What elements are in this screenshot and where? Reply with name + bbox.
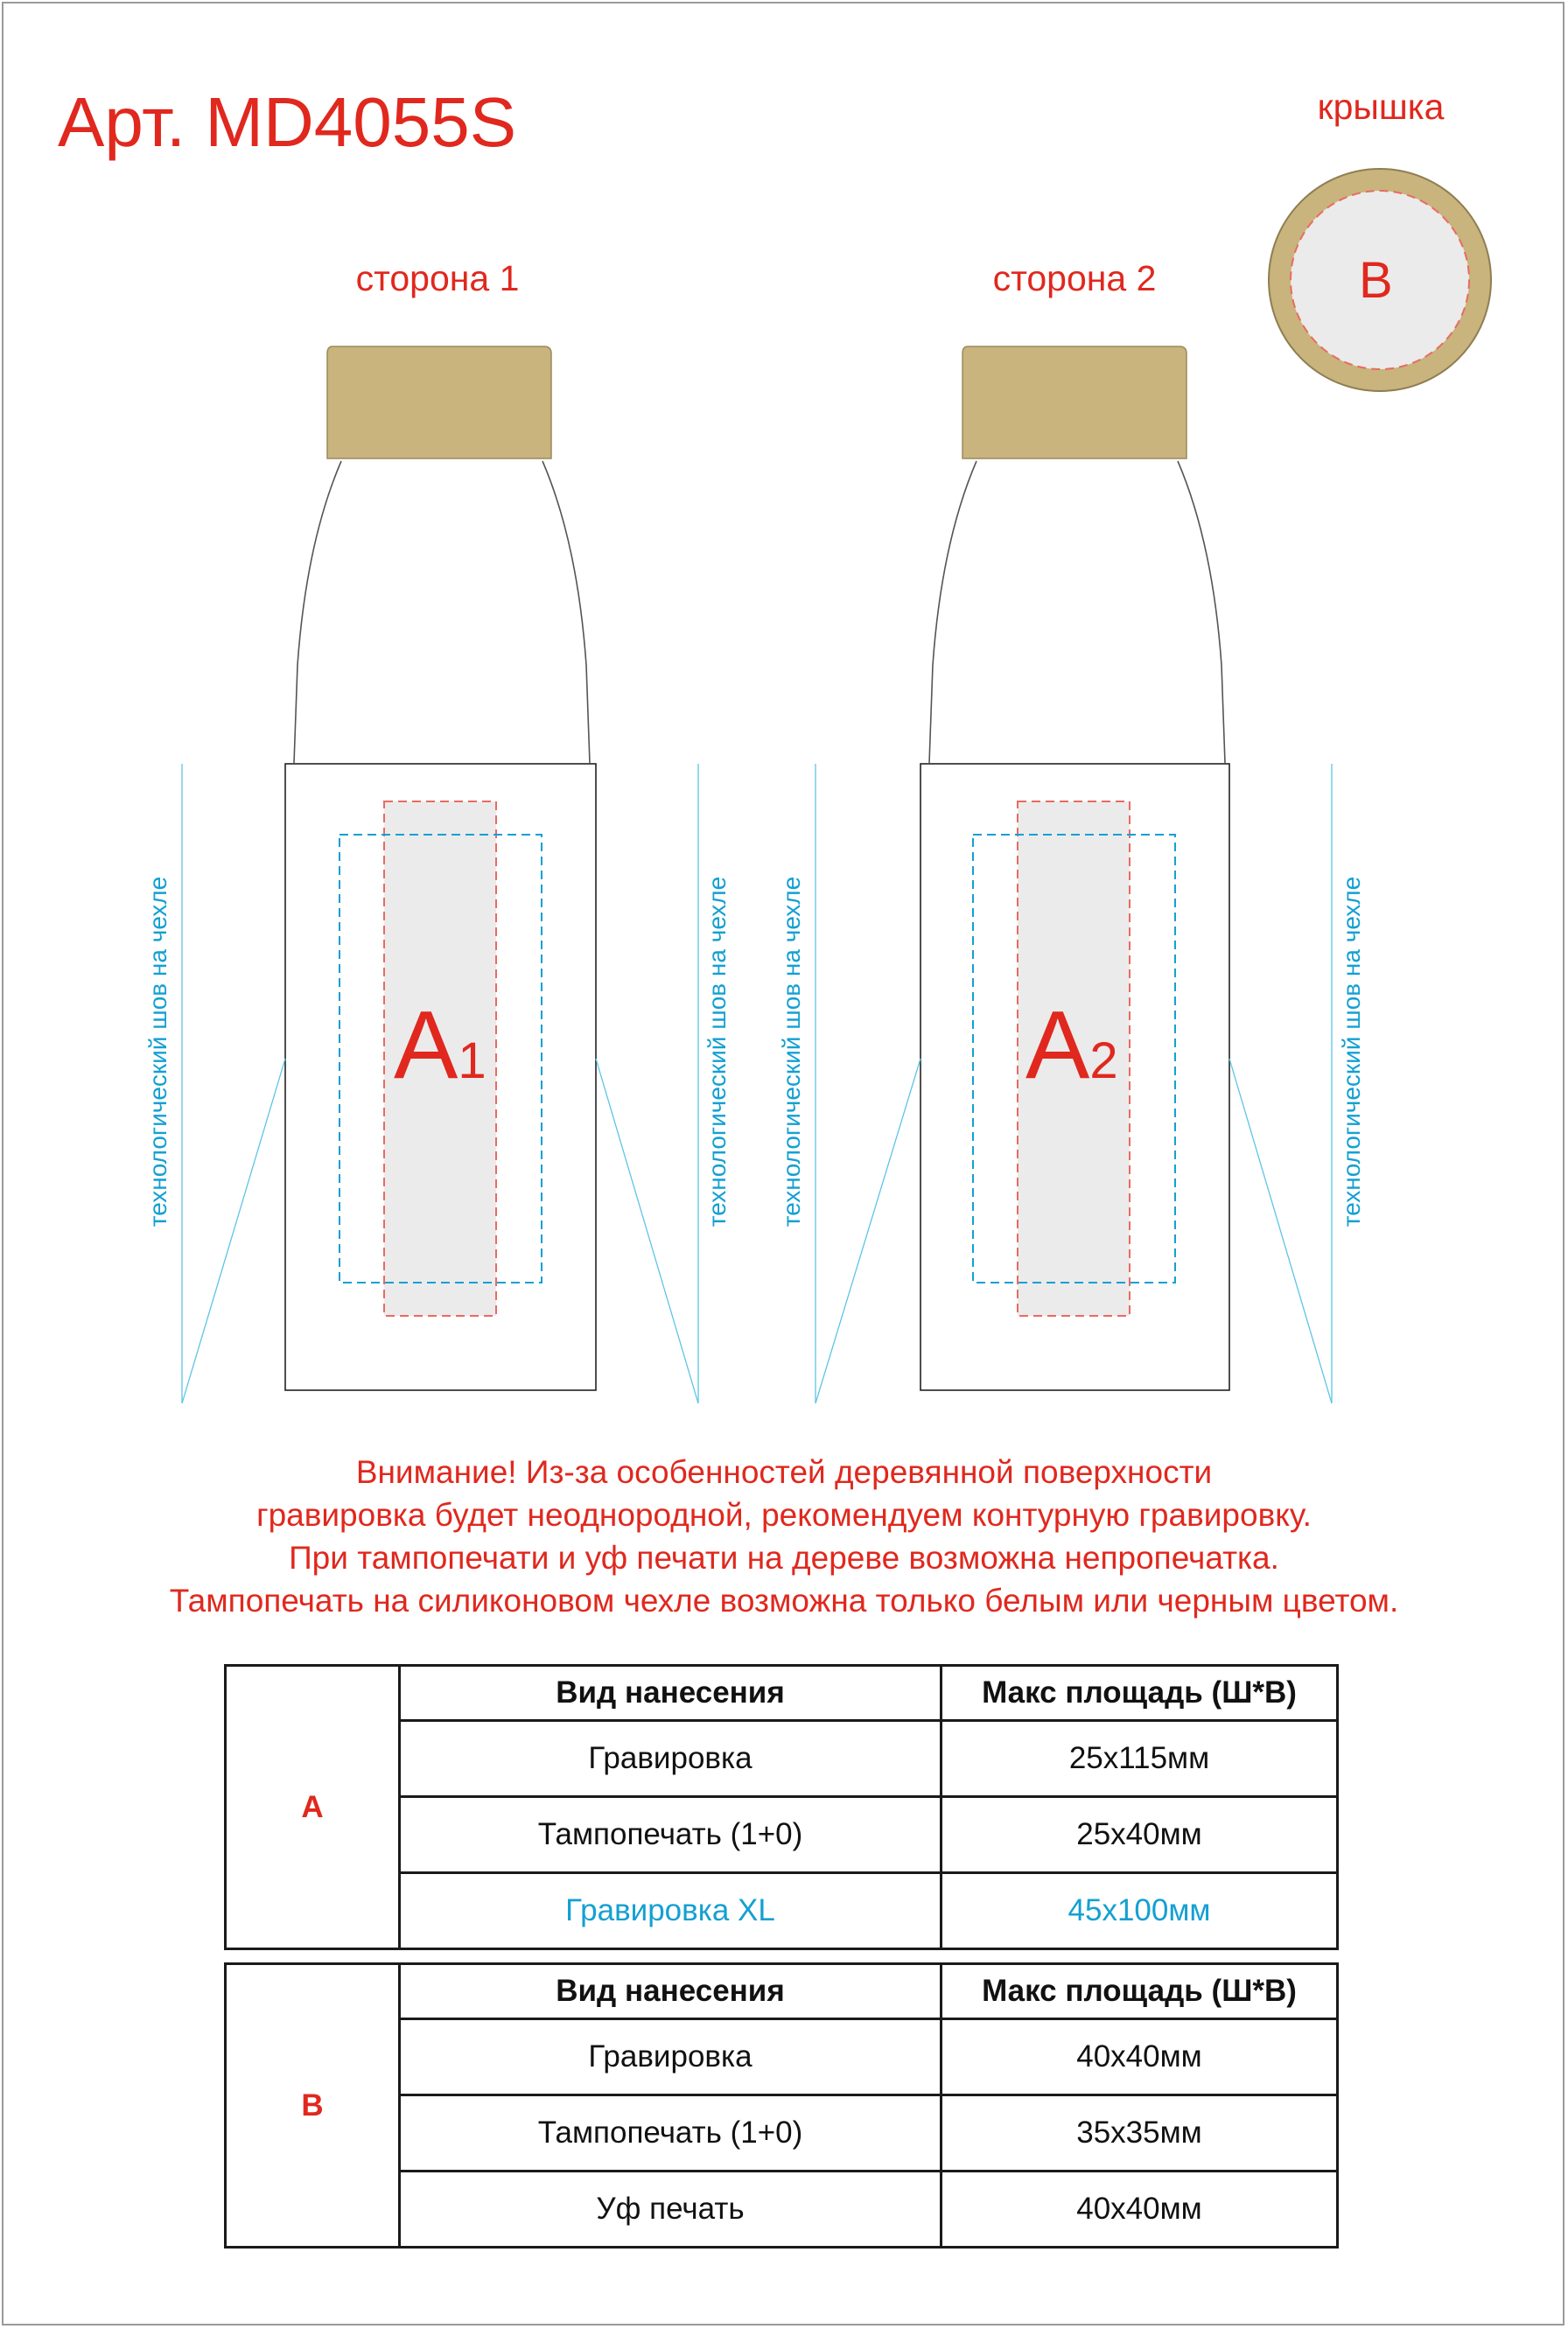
side1-label: сторона 1 bbox=[355, 258, 520, 298]
page-title: Арт. MD4055S bbox=[58, 83, 517, 161]
table-a-header-method: Вид нанесения bbox=[400, 1666, 942, 1721]
table-a-header-size: Макс площадь (Ш*В) bbox=[942, 1666, 1338, 1721]
zone-a2-subscript: 2 bbox=[1089, 1032, 1118, 1089]
lid-label: крышка bbox=[1317, 87, 1445, 127]
notice-line-1: Внимание! Из-за особенностей деревянной поверхности bbox=[355, 1454, 1213, 1490]
table-b-header-row bbox=[226, 1964, 1338, 2019]
table-a-letter: A bbox=[226, 1666, 400, 1949]
zone-b-label: B bbox=[1359, 252, 1393, 309]
table-b-method: Тампопечать (1+0) bbox=[400, 2095, 942, 2172]
table-b-header-method: Вид нанесения bbox=[400, 1964, 942, 2019]
table-zone-a bbox=[224, 1664, 1339, 1950]
zone-a1-subscript: 1 bbox=[458, 1032, 486, 1089]
table-b-header-size: Макс площадь (Ш*В) bbox=[942, 1964, 1338, 2019]
bottle-side2 bbox=[920, 346, 1229, 1390]
table-a-header-row bbox=[226, 1666, 1338, 1721]
table-a-size: 25x40мм bbox=[942, 1797, 1338, 1873]
zone-a1-label bbox=[394, 991, 486, 1099]
notice-line-2: гравировка будет неоднородной, рекомендуем контурную гравировку. bbox=[256, 1497, 1312, 1533]
notice-text bbox=[35, 1451, 1533, 1622]
table-b-letter: B bbox=[226, 1964, 400, 2248]
zone-a1-letter: A bbox=[394, 991, 458, 1099]
bottle2-cap bbox=[962, 346, 1186, 458]
table-a-method: Гравировка bbox=[400, 1721, 942, 1797]
notice-line-4: Тампопечать на силиконовом чехле возможна только белым или черным цветом. bbox=[169, 1583, 1399, 1619]
table-a-size: 45x100мм bbox=[942, 1873, 1338, 1949]
table-b-size: 35x35мм bbox=[942, 2095, 1338, 2172]
zone-a2-label bbox=[1026, 991, 1118, 1099]
zone-a2-letter: A bbox=[1026, 991, 1090, 1099]
seam-label-3: технологический шов на чехле bbox=[778, 876, 805, 1227]
table-zone-b bbox=[224, 1962, 1339, 2249]
notice-line-3: При тампопечати и уф печати на дереве возможна непропечатка. bbox=[289, 1540, 1279, 1576]
table-a-size: 25x115мм bbox=[942, 1721, 1338, 1797]
seam-label-1: технологический шов на чехле bbox=[144, 876, 172, 1227]
table-b-method: Гравировка bbox=[400, 2019, 942, 2095]
table-b-method: Уф печать bbox=[400, 2172, 942, 2248]
table-a-method: Тампопечать (1+0) bbox=[400, 1797, 942, 1873]
bottle1-cap bbox=[327, 346, 551, 458]
seam-label-4: технологический шов на чехле bbox=[1338, 876, 1365, 1227]
table-a-method: Гравировка XL bbox=[400, 1873, 942, 1949]
seam-label-2: технологический шов на чехле bbox=[704, 876, 731, 1227]
table-b-size: 40x40мм bbox=[942, 2019, 1338, 2095]
side2-label: сторона 2 bbox=[992, 258, 1157, 298]
table-b-size: 40x40мм bbox=[942, 2172, 1338, 2248]
bottle-side1 bbox=[285, 346, 596, 1390]
